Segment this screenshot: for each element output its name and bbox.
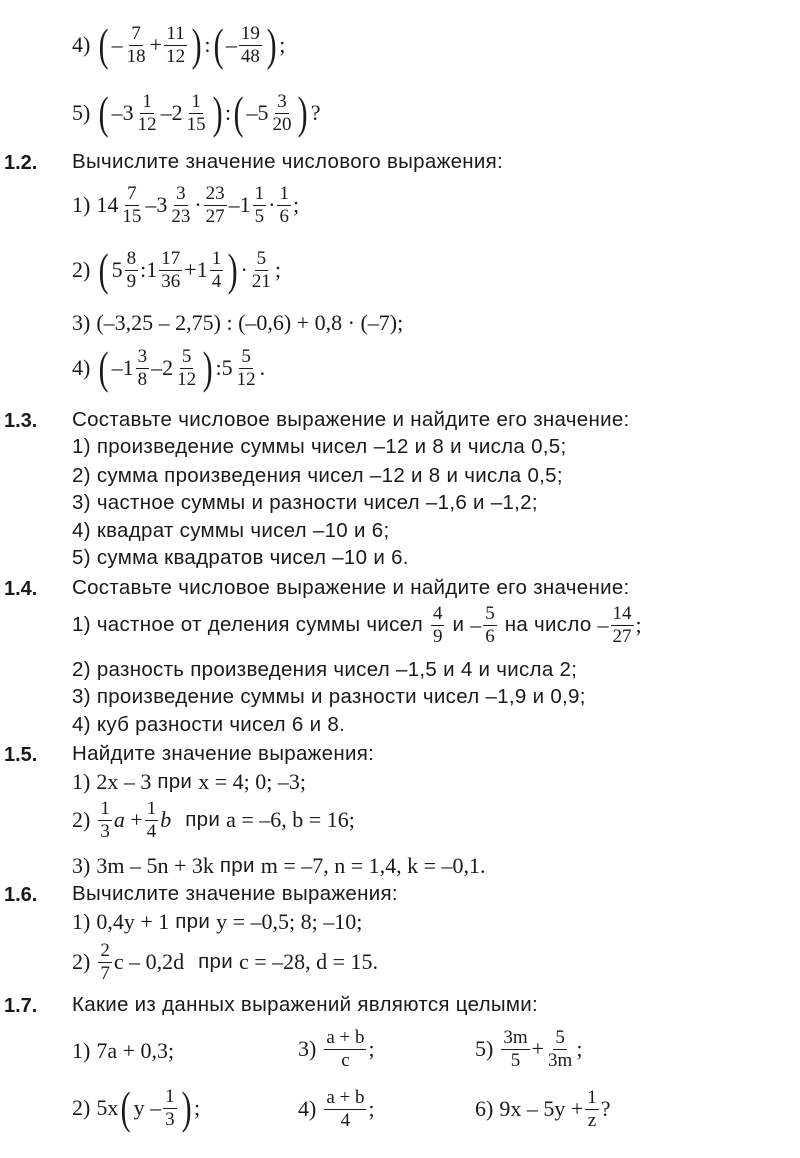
fraction: $\frac{a + b}{c}$ (326, 1027, 365, 1071)
task-title: Вычислите значение выражения: (72, 882, 398, 905)
fraction: $\frac{3}{23}$ (171, 183, 191, 227)
task-title: Вычислите значение числового выражения: (72, 150, 504, 173)
fraction: $\frac{17}{36}$ (161, 247, 181, 292)
task-number: 1.2. (4, 152, 38, 174)
left-paren: ( (99, 19, 109, 70)
fraction: $\frac{5}{6}$ (485, 603, 495, 647)
condition: y = –0,5; 8; –10; (216, 909, 363, 934)
fraction: $\frac{3}{20}$ (272, 90, 292, 135)
fraction: $\frac{a + b}{4}$ (326, 1087, 365, 1131)
fraction: $\frac{1}{12}$ (137, 90, 157, 135)
fraction: $\frac{8}{9}$ (126, 247, 137, 292)
task-number: 1.6. (4, 884, 38, 906)
fraction: $\frac{2}{7}$ (100, 940, 110, 984)
task-1-2-item-4: 4) ( – 1 $\frac{3}{8}$ – 2 $\frac{5}{12}$ ) : 5 $\frac{5}{12}$ . (72, 342, 266, 393)
fraction: $\frac{1}{4}$ (211, 247, 222, 292)
task-1-2-item-3 (72, 312, 403, 334)
task-1-5-item-1: 1) 2x – 3 при x = 4; 0; –3; (72, 769, 306, 794)
fraction: $\frac{1}{6}$ (279, 183, 289, 227)
fraction: $\frac{7}{18}$ (126, 22, 146, 67)
expression: 3m – 5n + 3k (96, 853, 214, 878)
task-number: 1.3. (4, 410, 38, 432)
condition: a = –6, b = 16; (226, 807, 355, 833)
condition: x = 4; 0; –3; (198, 769, 306, 794)
left-paren: ( (121, 1082, 131, 1133)
item-label: 1) (72, 769, 91, 794)
task-title: Какие из данных выражений являются целыми: (72, 993, 539, 1016)
list-item: 4) квадрат суммы чисел –10 и 6; (72, 519, 390, 542)
item-label: 5) (475, 1036, 494, 1062)
right-paren: ) (181, 1082, 192, 1133)
item-label: 2) (72, 1095, 91, 1120)
item-label: 4) (72, 355, 91, 380)
list-item: 3) произведение суммы и разности чисел –1,9 и 0,9; (72, 685, 586, 708)
expression: (–3,25 – 2,75) : (–0,6) + 0,8 · (–7); (96, 310, 404, 335)
fraction: $\frac{1}{3}$ (165, 1085, 175, 1130)
task-title: Найдите значение выражения: (72, 742, 375, 765)
item-label: 3) (72, 853, 91, 878)
right-paren: ) (227, 244, 238, 295)
fraction: $\frac{1}{z}$ (587, 1087, 597, 1131)
left-paren: ( (233, 87, 244, 138)
item-label: 2) (72, 949, 91, 975)
expression: 7a + 0,3; (96, 1038, 175, 1063)
fraction: $\frac{1}{5}$ (254, 183, 265, 227)
right-paren: ) (191, 19, 202, 70)
fraction: $\frac{1}{3}$ (100, 798, 110, 842)
fraction: $\frac{3}{8}$ (137, 345, 148, 390)
task-title: Составьте числовое выражение и найдите его значение: (72, 576, 630, 599)
left-paren: ( (99, 244, 109, 295)
item-label: 4) (72, 32, 91, 57)
task-1-7-option-4: 4) $\frac{a + b}{4}$ ; (298, 1087, 375, 1131)
item-label: 2) (72, 807, 91, 833)
condition: m = –7, n = 1,4, k = –0,1. (260, 853, 486, 878)
task-1-6-item-2: 2) $\frac{2}{7}$ c – 0,2d при c = –28, d = 15. (72, 940, 379, 984)
task-1-4-item-1: 1) частное от деления суммы чисел $\frac{4}{9}$ и – $\frac{5}{6}$ на число – $\frac{14}{27}$ ; (72, 603, 642, 647)
fraction: $\frac{3m}{5}$ (503, 1027, 528, 1071)
task-1-7-option-1 (72, 1038, 174, 1064)
fraction: $\frac{5}{12}$ (236, 345, 256, 390)
item-label: 2) (72, 257, 91, 282)
right-paren: ) (212, 87, 223, 138)
fraction: $\frac{11}{12}$ (166, 22, 186, 67)
expression: 2x – 3 (96, 769, 152, 794)
task-1-7-option-6: 6) 9x – 5y + $\frac{1}{z}$ ? (475, 1087, 611, 1131)
task-1-7-option-5: 5) $\frac{3m}{5}$ + $\frac{5}{3m}$ ; (475, 1027, 583, 1071)
task-number: 1.4. (4, 578, 38, 600)
right-paren: ) (266, 19, 277, 70)
item-label: 1) (72, 909, 91, 934)
expression: c – 0,2d (113, 949, 185, 975)
task-title: Составьте числовое выражение и найдите его значение: (72, 408, 630, 431)
fraction: $\frac{19}{48}$ (240, 22, 260, 67)
item-label: 6) (475, 1096, 494, 1122)
task-1-2-item-2: 2) ( 5 $\frac{8}{9}$ : 1 $\frac{17}{36}$ + 1 $\frac{1}{4}$ ) · $\frac{5}{21}$ ; (72, 244, 281, 295)
task-1-6-item-1: 1) 0,4y + 1 при y = –0,5; 8; –10; (72, 909, 363, 934)
right-paren: ) (202, 342, 213, 393)
item-label: 4) (298, 1096, 317, 1122)
list-item: 5) сумма квадратов чисел –10 и 6. (72, 546, 409, 569)
task-1-1-item-4: 4) ( – $\frac{7}{18}$ + $\frac{11}{12}$ ) : ( – $\frac{19}{48}$ ) ; (72, 19, 286, 70)
task-1-7-option-3: 3) $\frac{a + b}{c}$ ; (298, 1027, 375, 1071)
item-label: 3) (72, 310, 91, 335)
task-1-5-item-2: 2) $\frac{1}{3}$ a + $\frac{1}{4}$ b при a = –6, b = 16; (72, 798, 355, 842)
fraction: $\frac{5}{12}$ (177, 345, 197, 390)
fraction: $\frac{1}{15}$ (186, 90, 206, 135)
task-1-5-item-3: 3) 3m – 5n + 3k при m = –7, n = 1,4, k = –0,1. (72, 853, 486, 878)
task-number: 1.7. (4, 995, 38, 1017)
list-item: 2) разность произведения чисел –1,5 и 4 и числа 2; (72, 658, 578, 681)
fraction: $\frac{14}{27}$ (612, 603, 632, 647)
fraction: $\frac{1}{4}$ (146, 798, 157, 842)
list-item: 4) куб разности чисел 6 и 8. (72, 713, 346, 736)
task-1-2-item-1: 1) 14 $\frac{7}{15}$ – 3 $\frac{3}{23}$ · $\frac{23}{27}$ – 1 $\frac{1}{5}$ · $\frac{1}{6}$ ; (72, 183, 300, 227)
fraction: $\frac{5}{3m}$ (548, 1027, 573, 1071)
task-number: 1.5. (4, 744, 38, 766)
fraction: $\frac{23}{27}$ (205, 183, 225, 227)
task-1-7-option-2: 2) 5x ( y – $\frac{1}{3}$ ) ; (72, 1082, 201, 1133)
item-label: 5) (72, 100, 91, 125)
fraction: $\frac{5}{21}$ (251, 247, 271, 292)
list-item: 2) сумма произведения чисел –12 и 8 и числа 0,5; (72, 464, 563, 487)
item-label: 3) (298, 1036, 317, 1062)
task-1-1-item-5: 5) ( – 3 $\frac{1}{12}$ – 2 $\frac{1}{15}$ ) : ( – 5 $\frac{3}{20}$ ) ? (72, 87, 321, 138)
item-label: 1) (72, 192, 91, 218)
fraction: $\frac{4}{9}$ (432, 603, 443, 647)
list-item: 3) частное суммы и разности чисел –1,6 и –1,2; (72, 491, 538, 514)
expression: 0,4y + 1 (96, 909, 170, 934)
left-paren: ( (213, 19, 224, 70)
left-paren: ( (99, 342, 109, 393)
condition: c = –28, d = 15. (238, 949, 379, 975)
right-paren: ) (298, 87, 309, 138)
item-label: 1) (72, 1038, 91, 1063)
left-paren: ( (99, 87, 109, 138)
fraction: $\frac{7}{15}$ (122, 183, 142, 227)
list-item: 1) произведение суммы чисел –12 и 8 и числа 0,5; (72, 435, 567, 458)
